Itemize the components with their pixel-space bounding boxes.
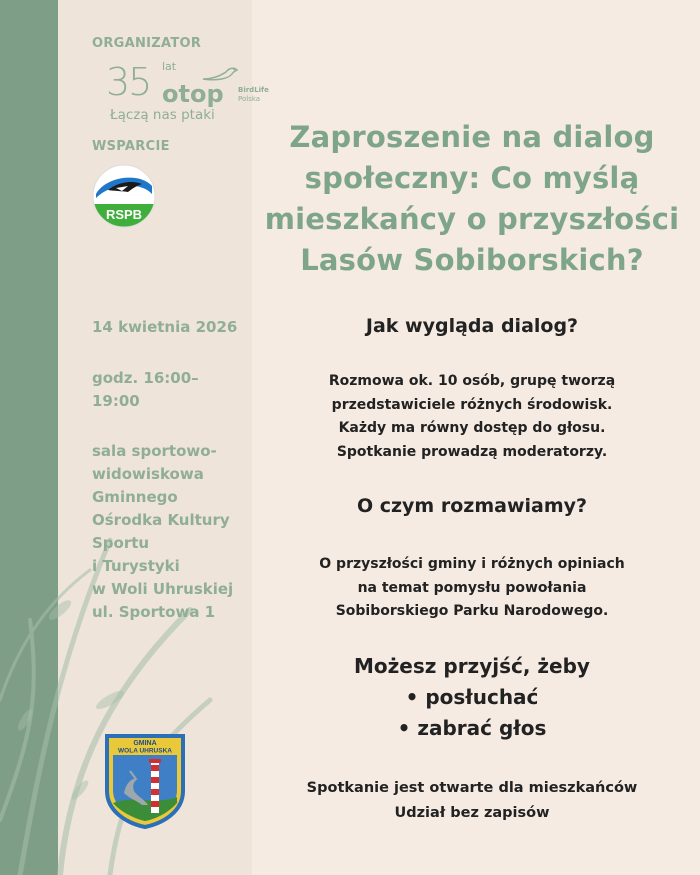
venue-line: i Turystyki [92, 557, 180, 575]
green-strip [0, 0, 58, 875]
event-date-text: 14 kwietnia 2026 [92, 318, 238, 336]
section1-line: Spotkanie prowadzą moderatorzy. [336, 443, 608, 460]
rspb-logo [92, 164, 156, 228]
venue-line: Ośrodka Kultury [92, 511, 230, 529]
otop-logo-lat: lat [162, 60, 177, 73]
section2-line: na temat pomysłu powołania [357, 579, 587, 596]
venue-line: Sportu [92, 534, 150, 552]
section3-bullet: • zabrać głos [397, 716, 547, 740]
venue-line: sala sportowo- [92, 442, 217, 460]
otop-logo-tagline: Łączą nas ptaki [110, 107, 215, 123]
section1-heading: Jak wygląda dialog? [365, 315, 579, 337]
section1-line: przedstawiciele różnych środowisk. [331, 396, 613, 413]
event-time-line: godz. 16:00– [92, 369, 199, 387]
crest-text-line2: WOLA UHRUSKA [118, 747, 172, 755]
section3-bullet: • posłuchać [405, 685, 539, 709]
page-title [256, 117, 688, 281]
event-venue [92, 440, 252, 624]
venue-line: ul. Sportowa 1 [92, 603, 216, 621]
event-time [92, 367, 252, 413]
venue-line: widowiskowa [92, 465, 204, 483]
section2-line: O przyszłości gminy i różnych opiniach [319, 556, 625, 572]
title-line: społeczny: Co myślą [304, 161, 640, 195]
title-line: Lasów Sobiborskich? [300, 243, 644, 277]
otop-logo-name: otop [162, 80, 224, 108]
otop-logo-number: 35 [106, 60, 151, 104]
support-label: WSPARCIE [92, 139, 170, 154]
otop-logo-birdlife: BirdLife [238, 86, 269, 94]
event-time-line: 19:00 [92, 392, 140, 410]
venue-line: Gminnego [92, 488, 178, 506]
gmina-crest [104, 733, 186, 829]
section2-line: Sobiborskiego Parku Narodowego. [335, 603, 609, 619]
section1-body [262, 370, 682, 464]
title-line: mieszkańcy o przyszłości [264, 202, 680, 236]
organizer-label: ORGANIZATOR [92, 36, 202, 51]
section2-body [262, 553, 682, 624]
venue-line: w Woli Uhruskiej [92, 580, 234, 598]
footer-note [262, 776, 682, 826]
section1-line: Każdy ma równy dostęp do głosu. [338, 420, 606, 436]
footer-line: Spotkanie jest otwarte dla mieszkańców [306, 780, 638, 796]
title-line: Zaproszenie na dialog [289, 120, 655, 154]
rspb-logo-text: RSPB [105, 207, 143, 222]
footer-line: Udział bez zapisów [394, 805, 550, 821]
section2-heading: O czym rozmawiamy? [356, 495, 588, 517]
section3-block [262, 651, 682, 744]
section3-line: Możesz przyjść, żeby [354, 654, 590, 678]
crest-text-line1: GMINA [133, 740, 157, 747]
event-date [92, 316, 252, 339]
section1-line: Rozmowa ok. 10 osób, grupę tworzą [328, 373, 616, 389]
otop-logo-polska: Polska [238, 95, 261, 103]
otop-logo [106, 60, 281, 132]
